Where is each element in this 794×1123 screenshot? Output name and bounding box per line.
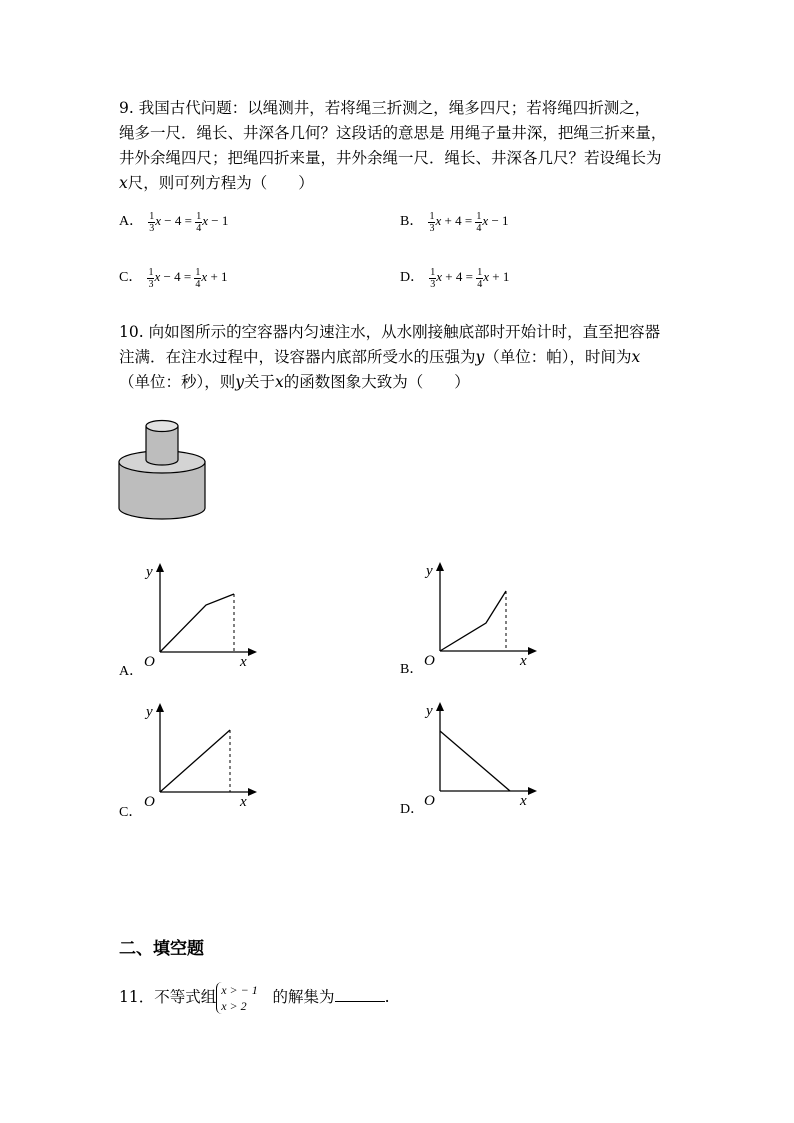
graph-c-y-label: y [146, 704, 153, 720]
q9-option-b[interactable]: B． $\frac{1}{3}$ x + 4 = $\frac{1}{4}$ x − 1 [400, 210, 509, 234]
q10-line-3: （单位：秒），则y关于x的函数图象大致为（ ） [119, 373, 470, 391]
graph-c-x-label: x [240, 794, 247, 810]
graph-a[interactable] [140, 560, 260, 670]
graph-d[interactable] [420, 699, 540, 809]
graph-b-label: B． [400, 662, 424, 677]
q9-option-c[interactable]: C． $\frac{1}{3}$ x − 4 = $\frac{1}{4}$ x + 1 [119, 266, 228, 290]
graph-d-origin: O [424, 793, 435, 809]
graph-b-x-label: x [520, 653, 527, 669]
q9-option-d[interactable]: D． $\frac{1}{3}$ x + 4 = $\frac{1}{4}$ x + 1 [400, 266, 510, 290]
graph-c[interactable] [140, 700, 260, 810]
q10-line-1: 10. 向如图所示的空容器内匀速注水，从水刚接触底部时开始计时，直至把容器 [119, 323, 661, 341]
answer-blank[interactable] [335, 987, 385, 1002]
section-heading-fill-blank: 二、填空题 [119, 939, 204, 959]
graph-b-origin: O [424, 653, 435, 669]
q9-line-4: x尺，则可列方程为（ ） [119, 174, 314, 192]
q9-line-2: 绳多一尺．绳长、井深各几何？这段话的意思是 用绳子量井深，把绳三折来量， [119, 124, 667, 142]
q9-line-1: 9. 我国古代问题：以绳测井，若将绳三折测之，绳多四尺；若将绳四折测之， [119, 99, 651, 117]
q9-option-b-equation: $\frac{1}{3}$ x + 4 = $\frac{1}{4}$ x − 1 [429, 210, 509, 234]
graph-c-origin: O [144, 794, 155, 810]
container-figure [116, 416, 208, 522]
graph-a-label: A． [119, 664, 144, 679]
graph-a-origin: O [144, 654, 155, 670]
graph-a-x-label: x [240, 654, 247, 670]
graph-b[interactable] [420, 559, 540, 669]
graph-c-label: C． [119, 805, 143, 820]
q11: 11．不等式组 x > − 1 x > 2 的解集为 . [119, 983, 390, 1013]
graph-a-y-label: y [146, 564, 153, 580]
graph-d-label: D． [400, 802, 425, 817]
graph-d-y-label: y [426, 703, 433, 719]
q9-var-x: x [119, 174, 128, 192]
graph-b-y-label: y [426, 563, 433, 579]
q10-line-2: 注满．在注水过程中，设容器内底部所受水的压强为y（单位：帕），时间为x [119, 348, 641, 366]
q9-option-d-equation: $\frac{1}{3}$ x + 4 = $\frac{1}{4}$ x + 1 [430, 266, 510, 290]
q9-option-a[interactable]: A． $\frac{1}{3}$ x − 4 = $\frac{1}{4}$ x − 1 [119, 210, 229, 234]
graph-d-x-label: x [520, 793, 527, 809]
q9-option-c-equation: $\frac{1}{3}$ x − 4 = $\frac{1}{4}$ x + 1 [148, 266, 228, 290]
q9-option-a-equation: $\frac{1}{3}$ x − 4 = $\frac{1}{4}$ x − 1 [149, 210, 229, 234]
q9-line-3: 井外余绳四尺；把绳四折来量，井外余绳一尺．绳长、井深各几尺？若设绳长为 [119, 149, 662, 167]
inequality-system: x > − 1 x > 2 [216, 982, 258, 1014]
